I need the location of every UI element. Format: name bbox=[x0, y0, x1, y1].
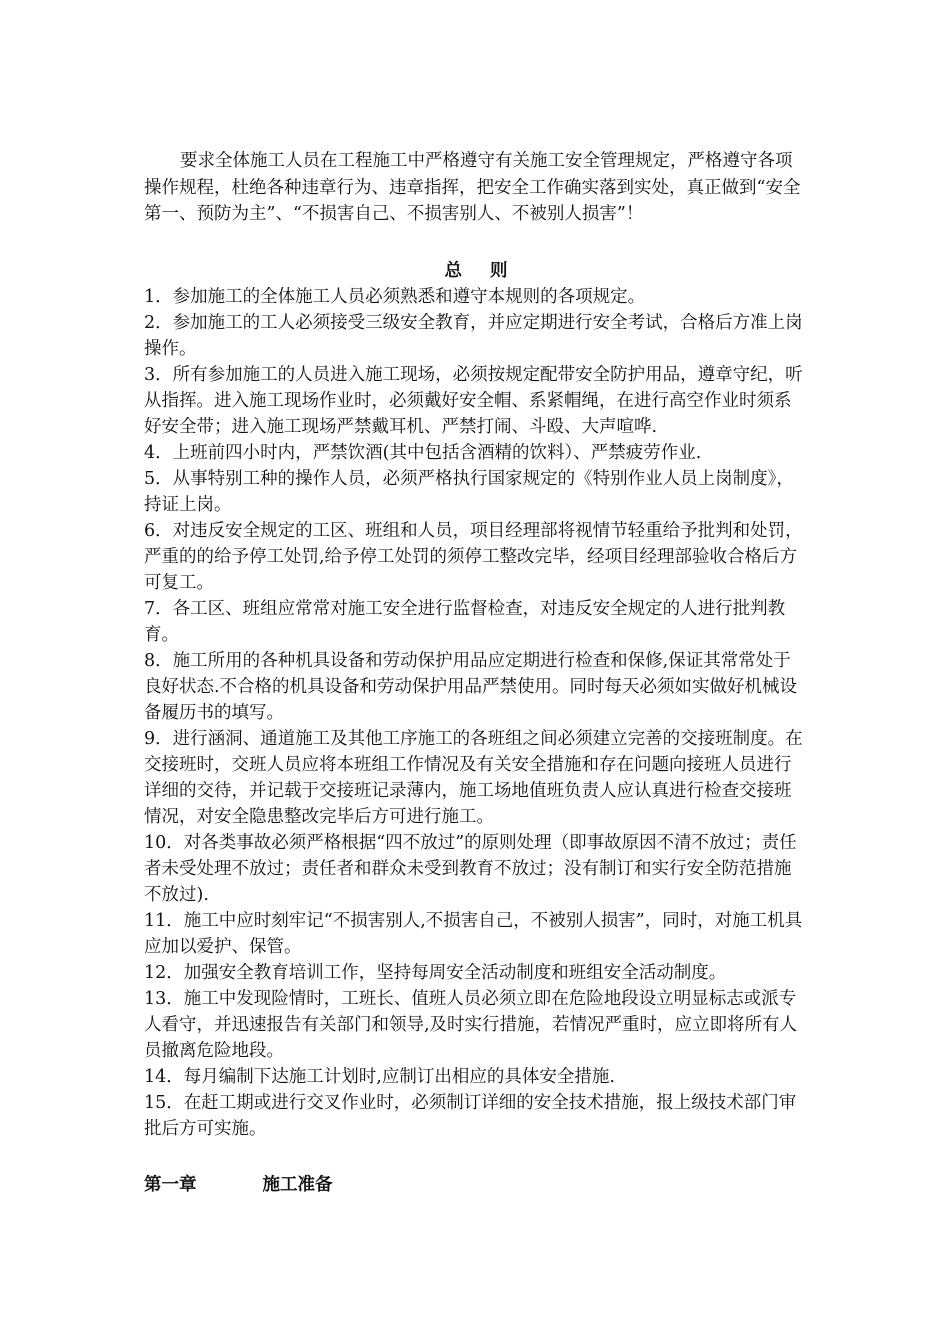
intro-paragraph: 要求全体施工人员在工程施工中严格遵守有关施工安全管理规定，严格遵守各项操作规程，杜绝各种违章行为、违章指挥，把安全工作确实落到实处，真正做到“安全第一、预防为主”、“不损害自己、不损害别人、不被别人损害”！ bbox=[144, 151, 801, 224]
rule-text: 在赶工期或进行交叉作业时，必须制订详细的安全技术措施，报上级技术部门审批后方可实施。 bbox=[144, 1092, 797, 1139]
chapter-number: 第一章 bbox=[144, 1174, 197, 1195]
document-body bbox=[144, 148, 808, 1198]
rule-item bbox=[144, 596, 808, 648]
rule-number: 5． bbox=[144, 468, 173, 489]
rule-number: 8． bbox=[144, 650, 173, 671]
rules-list bbox=[144, 284, 808, 1142]
rule-item bbox=[144, 648, 808, 726]
rule-text: 施工中发现险情时，工班长、值班人员必须立即在危险地段设立明显标志或派专人看守，并迅速报告有关部门和领导,及时实行措施，若情况严重时，应立即将所有人员撤离危险地段。 bbox=[144, 988, 798, 1061]
rule-item bbox=[144, 1064, 808, 1090]
rule-text: 施工中应时刻牢记“不损害别人,不损害自己，不被别人损害”，同时，对施工机具应加以爱护、保管。 bbox=[144, 910, 803, 957]
rule-text: 各工区、班组应常常对施工安全进行监督检查，对违反安全规定的人进行批判教育。 bbox=[144, 598, 786, 645]
rule-text: 所有参加施工的人员进入施工现场，必须按规定配带安全防护用品，遵章守纪，听从指挥。进入施工现场作业时，必须戴好安全帽、系紧帽绳，在进行高空作业时须系好安全带；进入施工现场严禁戴耳机、严禁打闹、斗殴、大声喧哗. bbox=[144, 364, 803, 437]
rule-text: 加强安全教育培训工作，坚持每周安全活动制度和班组安全活动制度。 bbox=[183, 962, 727, 983]
rule-number: 3． bbox=[144, 364, 173, 385]
rule-text: 进行涵洞、通道施工及其他工序施工的各班组之间必须建立完善的交接班制度。在交接班时，交班人员应将本班组工作情况及有关安全措施和存在问题向接班人员进行详细的交待，并记载于交接班记录薄内，施工场地值班负责人应认真进行检查交接班情况，对安全隐患整改完毕后方可进行施工。 bbox=[144, 728, 803, 827]
rule-item bbox=[144, 726, 808, 830]
rule-item bbox=[144, 908, 808, 960]
rule-number: 10． bbox=[144, 832, 184, 853]
rule-number: 11． bbox=[144, 910, 184, 931]
rule-text: 对各类事故必须严格根据“四不放过”的原则处理（即事故原因不清不放过；责任者未受处理不放过；责任者和群众未受到教育不放过；没有制订和实行安全防范措施不放过). bbox=[144, 832, 797, 905]
rule-item bbox=[144, 960, 808, 986]
rule-number: 1． bbox=[144, 286, 173, 307]
rule-number: 15． bbox=[144, 1092, 184, 1113]
rule-item bbox=[144, 284, 808, 310]
rule-text: 施工所用的各种机具设备和劳动保护用品应定期进行检查和保修,保证其常常处于良好状态.不合格的机具设备和劳动保护用品严禁使用。同时每天必须如实做好机械设备履历书的填写。 bbox=[144, 650, 798, 723]
rule-text: 上班前四小时内，严禁饮酒(其中包括含酒精的饮料）、严禁疲劳作业. bbox=[172, 442, 702, 463]
section-heading bbox=[144, 258, 808, 284]
rule-number: 9． bbox=[144, 728, 173, 749]
rule-item bbox=[144, 466, 808, 518]
chapter-title: 施工准备 bbox=[262, 1174, 333, 1195]
section-heading-left: 总 bbox=[444, 260, 462, 281]
rule-item bbox=[144, 1090, 808, 1142]
rule-number: 13． bbox=[144, 988, 184, 1009]
rule-number: 12． bbox=[144, 962, 184, 983]
rule-item bbox=[144, 440, 808, 466]
rule-number: 6． bbox=[144, 520, 173, 541]
rule-item bbox=[144, 986, 808, 1064]
rule-number: 14． bbox=[144, 1066, 184, 1087]
section-heading-right: 则 bbox=[490, 260, 508, 281]
rule-text: 参加施工的工人必须接受三级安全教育，并应定期进行安全考试，合格后方准上岗操作。 bbox=[144, 312, 803, 359]
rule-item bbox=[144, 518, 808, 596]
rule-item bbox=[144, 830, 808, 908]
rule-text: 对违反安全规定的工区、班组和人员，项目经理部将视情节轻重给予批判和处罚，严重的的给予停工处罚,给予停工处罚的须停工整改完毕，经项目经理部验收合格后方可复工。 bbox=[144, 520, 803, 593]
rule-item bbox=[144, 362, 808, 440]
rule-number: 7． bbox=[144, 598, 173, 619]
rule-text: 每月编制下达施工计划时,应制订出相应的具体安全措施. bbox=[183, 1066, 615, 1087]
rule-number: 4． bbox=[144, 442, 173, 463]
rule-text: 参加施工的全体施工人员必须熟悉和遵守本规则的各项规定。 bbox=[172, 286, 646, 307]
rule-item bbox=[144, 310, 808, 362]
rule-number: 2． bbox=[144, 312, 173, 333]
chapter-heading bbox=[144, 1172, 808, 1198]
rule-text: 从事特别工种的操作人员，必须严格执行国家规定的《特别作业人员上岗制度》，持证上岗。 bbox=[144, 468, 794, 515]
